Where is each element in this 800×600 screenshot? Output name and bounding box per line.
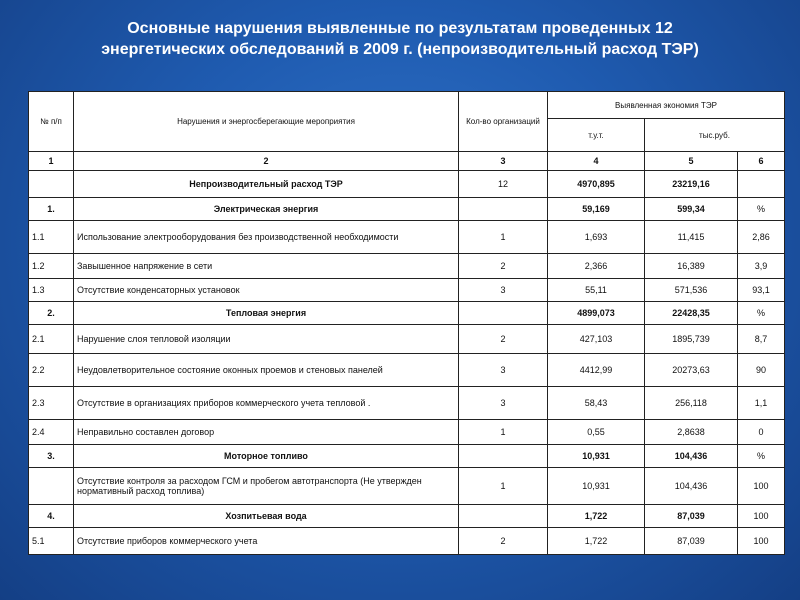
row-rub: 256,118 — [645, 387, 738, 420]
row-pct: % — [738, 445, 785, 468]
row-name: Неправильно составлен договор — [74, 420, 459, 445]
row-rub: 16,389 — [645, 254, 738, 279]
row-tut: 4899,073 — [548, 302, 645, 325]
row-tut: 427,103 — [548, 325, 645, 354]
section-row — [29, 505, 785, 528]
row-tut: 10,931 — [548, 468, 645, 505]
row-pct: 100 — [738, 505, 785, 528]
row-number: 2. — [29, 302, 74, 325]
row-tut: 58,43 — [548, 387, 645, 420]
row-pct: % — [738, 302, 785, 325]
row-name: Отсутствие приборов коммерческого учета — [74, 528, 459, 555]
total-row — [29, 171, 785, 198]
row-rub: 23219,16 — [645, 171, 738, 198]
table-body — [29, 92, 785, 555]
row-tut: 2,366 — [548, 254, 645, 279]
row-pct: 8,7 — [738, 325, 785, 354]
row-tut: 4412,99 — [548, 354, 645, 387]
row-number: 3. — [29, 445, 74, 468]
row-number: 1.3 — [29, 279, 74, 302]
row-name: Электрическая энергия — [74, 198, 459, 221]
header-violation: Нарушения и энергосберегающие мероприятия — [74, 92, 459, 152]
row-rub: 11,415 — [645, 221, 738, 254]
column-number-cell: 4 — [548, 152, 645, 171]
row-pct: 3,9 — [738, 254, 785, 279]
row-pct: 0 — [738, 420, 785, 445]
row-rub: 599,34 — [645, 198, 738, 221]
row-name: Использование электрооборудования без производственной необходимости — [74, 221, 459, 254]
column-number-cell: 1 — [29, 152, 74, 171]
row-tut: 10,931 — [548, 445, 645, 468]
section-row — [29, 198, 785, 221]
row-orgs: 1 — [459, 221, 548, 254]
row-name: Отсутствие конденсаторных установок — [74, 279, 459, 302]
row-tut: 1,722 — [548, 505, 645, 528]
row-orgs: 2 — [459, 254, 548, 279]
row-name: Отсутствие в организациях приборов коммерческого учета тепловой . — [74, 387, 459, 420]
row-orgs — [459, 302, 548, 325]
row-name: Тепловая энергия — [74, 302, 459, 325]
row-pct: 2,86 — [738, 221, 785, 254]
row-name: Неудовлетворительное состояние оконных проемов и стеновых панелей — [74, 354, 459, 387]
row-pct: 1,1 — [738, 387, 785, 420]
column-number-cell: 3 — [459, 152, 548, 171]
column-number-cell: 2 — [74, 152, 459, 171]
table-row — [29, 468, 785, 505]
column-number-row — [29, 152, 785, 171]
row-orgs — [459, 505, 548, 528]
table-row — [29, 221, 785, 254]
row-number: 2.3 — [29, 387, 74, 420]
row-rub: 87,039 — [645, 528, 738, 555]
row-rub: 1895,739 — [645, 325, 738, 354]
row-orgs — [459, 198, 548, 221]
row-rub: 571,536 — [645, 279, 738, 302]
row-number: 1. — [29, 198, 74, 221]
header-num: № п/п — [29, 92, 74, 152]
row-name: Нарушение слоя тепловой изоляции — [74, 325, 459, 354]
table-row — [29, 528, 785, 555]
row-pct — [738, 171, 785, 198]
row-orgs: 12 — [459, 171, 548, 198]
title-line-2: энергетических обследований в 2009 г. (непроизводительный расход ТЭР) — [101, 41, 699, 58]
row-pct: 90 — [738, 354, 785, 387]
row-rub: 2,8638 — [645, 420, 738, 445]
row-orgs: 3 — [459, 279, 548, 302]
row-tut: 55,11 — [548, 279, 645, 302]
row-pct: 93,1 — [738, 279, 785, 302]
header-row — [29, 92, 785, 119]
row-tut: 1,693 — [548, 221, 645, 254]
row-number — [29, 171, 74, 198]
row-name: Завышенное напряжение в сети — [74, 254, 459, 279]
title-line-1: Основные нарушения выявленные по результатам проведенных 12 — [127, 20, 673, 37]
row-number: 2.2 — [29, 354, 74, 387]
row-number: 2.4 — [29, 420, 74, 445]
row-number: 1.1 — [29, 221, 74, 254]
table-row — [29, 279, 785, 302]
violations-table — [28, 91, 785, 555]
table-row — [29, 420, 785, 445]
row-rub: 104,436 — [645, 468, 738, 505]
row-number: 5.1 — [29, 528, 74, 555]
row-rub: 87,039 — [645, 505, 738, 528]
slide-title — [40, 18, 760, 60]
header-tut: т.у.т. — [548, 119, 645, 152]
section-row — [29, 445, 785, 468]
section-row — [29, 302, 785, 325]
header-rub: тыс.руб. — [645, 119, 785, 152]
header-savings: Выявленная экономия ТЭР — [548, 92, 785, 119]
row-tut: 59,169 — [548, 198, 645, 221]
table-row — [29, 387, 785, 420]
row-number: 4. — [29, 505, 74, 528]
row-pct: 100 — [738, 468, 785, 505]
row-orgs — [459, 445, 548, 468]
row-pct: 100 — [738, 528, 785, 555]
row-name: Непроизводительный расход ТЭР — [74, 171, 459, 198]
column-number-cell: 5 — [645, 152, 738, 171]
row-pct: % — [738, 198, 785, 221]
row-name: Хозпитьевая вода — [74, 505, 459, 528]
row-orgs: 1 — [459, 420, 548, 445]
row-rub: 104,436 — [645, 445, 738, 468]
row-orgs: 3 — [459, 387, 548, 420]
row-rub: 22428,35 — [645, 302, 738, 325]
row-number — [29, 468, 74, 505]
row-number: 2.1 — [29, 325, 74, 354]
column-number-cell: 6 — [738, 152, 785, 171]
table-row — [29, 354, 785, 387]
row-tut: 4970,895 — [548, 171, 645, 198]
row-tut: 1,722 — [548, 528, 645, 555]
row-name: Моторное топливо — [74, 445, 459, 468]
row-rub: 20273,63 — [645, 354, 738, 387]
table-row — [29, 325, 785, 354]
row-orgs: 2 — [459, 528, 548, 555]
row-orgs: 3 — [459, 354, 548, 387]
row-orgs: 2 — [459, 325, 548, 354]
table-row — [29, 254, 785, 279]
row-name: Отсутствие контроля за расходом ГСМ и пробегом автотранспорта (Не утвержден нормативный расход топлива) — [74, 468, 459, 505]
row-tut: 0,55 — [548, 420, 645, 445]
row-orgs: 1 — [459, 468, 548, 505]
row-number: 1.2 — [29, 254, 74, 279]
header-orgs: Кол-во организаций — [459, 92, 548, 152]
